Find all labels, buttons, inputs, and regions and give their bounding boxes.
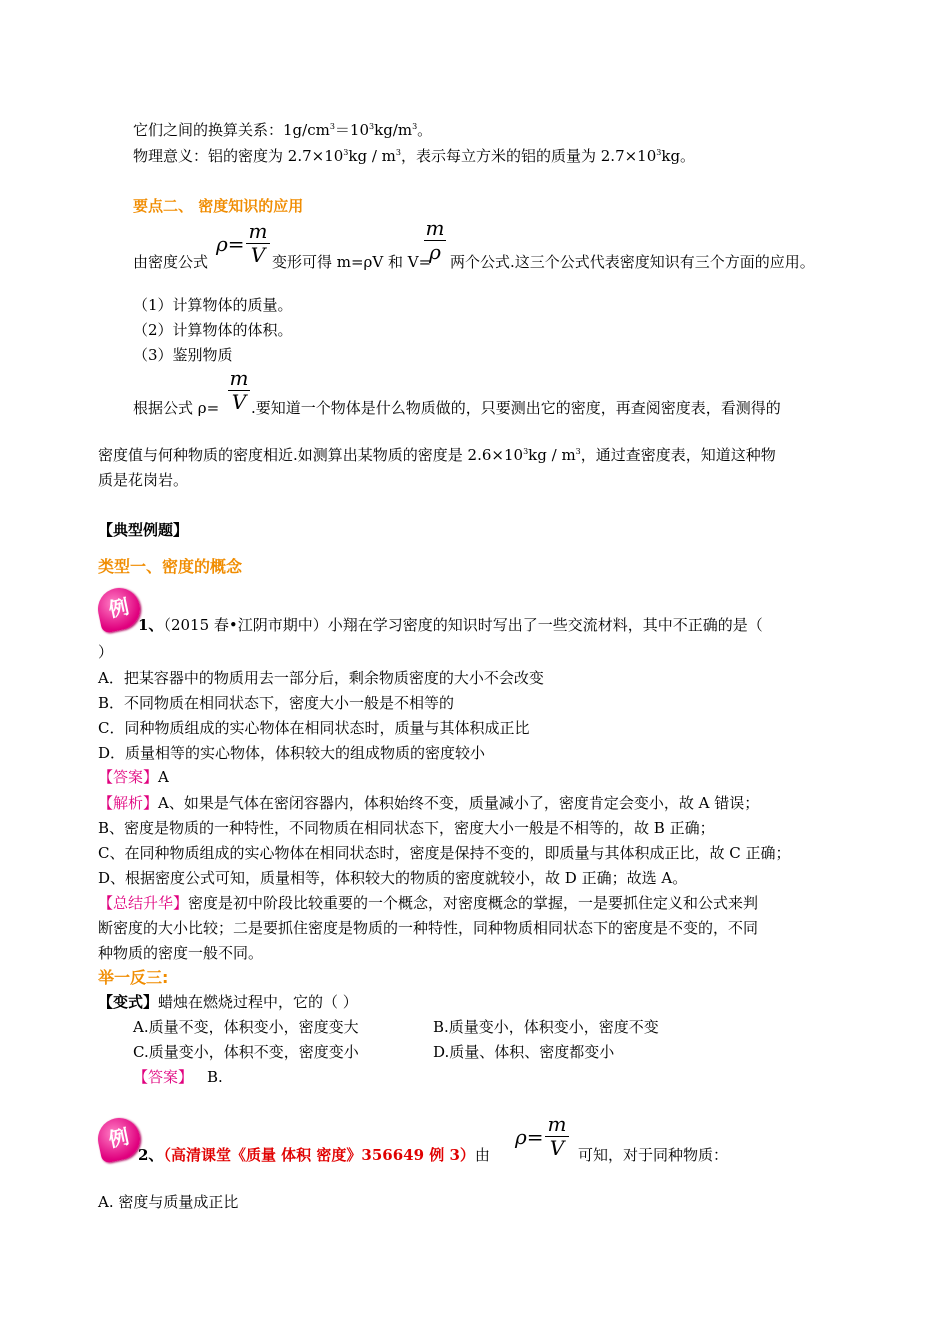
question-text: 由 bbox=[474, 1146, 490, 1164]
analysis-line: B、密度是物质的一种特性，不同物质在相同状态下，密度大小一般是不相等的，故 B 正确； bbox=[98, 819, 715, 837]
rho-symbol: ρ= bbox=[515, 1125, 544, 1149]
summary-text: 密度是初中阶段比较重要的一个概念，对密度概念的掌握，一是要抓住定义和公式来判 bbox=[188, 894, 759, 912]
formula-prefix: 由密度公式 bbox=[133, 253, 209, 271]
sup: 3 bbox=[329, 122, 335, 131]
meaning-text: kg / m bbox=[348, 147, 396, 165]
conversion-text: kg/m bbox=[374, 121, 413, 139]
point2-heading: 要点二、 密度知识的应用 bbox=[133, 197, 304, 215]
formula-end: 两个公式.这三个公式代表密度知识有三个方面的应用。 bbox=[450, 253, 815, 271]
rho-symbol: ρ= bbox=[216, 232, 245, 256]
summary-line: 断密度的大小比较；二是要抓住密度是物质的一种特性，同种物质相同状态下的密度是不变的，不同 bbox=[98, 919, 759, 937]
volume-symbol: V bbox=[250, 243, 266, 267]
identify-text: ，通过查密度表，知道这种物 bbox=[580, 446, 776, 464]
meaning-text: kg。 bbox=[661, 147, 696, 165]
sup: 3 bbox=[343, 148, 349, 157]
option-c: C．同种物质组成的实心物体在相同状态时，质量与其体积成正比 bbox=[98, 719, 530, 737]
conversion-text: 它们之间的换算关系：1g/cm bbox=[133, 121, 330, 139]
rho-symbol: ρ bbox=[429, 240, 441, 264]
sup: 3 bbox=[395, 148, 401, 157]
summary-line: 种物质的密度一般不同。 bbox=[98, 944, 264, 962]
analysis-text: A、如果是气体在密闭容器内，体积始终不变，质量减小了，密度肯定会变小，故 A 错误； bbox=[158, 794, 760, 812]
question-text: （2015 春•江阴市期中）小翔在学习密度的知识时写出了一些交流材料，其中不正确的是（ bbox=[163, 616, 763, 634]
example-badge: 例 bbox=[94, 1114, 144, 1164]
variant-question bbox=[98, 992, 358, 1012]
sup: 3 bbox=[656, 148, 662, 157]
identify-line2 bbox=[98, 445, 776, 465]
identify-text: kg / m bbox=[528, 446, 576, 464]
type1-heading: 类型一、密度的概念 bbox=[98, 557, 243, 576]
answer-label: 【答案】 bbox=[98, 768, 159, 786]
identify-end: .要知道一个物体是什么物质做的，只要测出它的密度，再查阅密度表，看测得的 bbox=[251, 399, 781, 417]
answer-value: A bbox=[158, 768, 169, 786]
conversion-text: ＝10 bbox=[334, 121, 370, 139]
variant-option-d: D.质量、体积、密度都变小 bbox=[433, 1043, 615, 1061]
physical-meaning-line bbox=[133, 146, 695, 166]
sup: 3 bbox=[369, 122, 375, 131]
variant-option-c: C.质量变小，体积不变，密度变小 bbox=[133, 1043, 359, 1061]
summary-line bbox=[98, 893, 758, 913]
sup: 3 bbox=[523, 447, 529, 456]
conversion-line bbox=[133, 120, 432, 140]
meaning-text: ，表示每立方米的铝的质量为 2.7×10 bbox=[400, 147, 657, 165]
example1-question-end: ） bbox=[98, 643, 114, 661]
example2-option-a: A. 密度与质量成正比 bbox=[98, 1193, 239, 1211]
formula-mid: 变形可得 m=ρV 和 V= bbox=[272, 253, 432, 271]
variant-answer bbox=[133, 1067, 223, 1087]
density-fraction bbox=[246, 220, 270, 266]
variant-option-b: B.质量变小，体积变小，密度不变 bbox=[433, 1018, 659, 1036]
mass-symbol: m bbox=[547, 1112, 567, 1136]
mass-symbol: m bbox=[248, 219, 268, 243]
sup: 3 bbox=[575, 447, 581, 456]
identify-text: 密度值与何种物质的密度相近.如测算出某物质的密度是 2.6×10 bbox=[98, 446, 524, 464]
variant-option-a: A.质量不变，体积变小，密度变大 bbox=[133, 1018, 359, 1036]
volume-fraction bbox=[424, 217, 446, 263]
identify-prefix: 根据公式 ρ= bbox=[133, 399, 220, 417]
conversion-text: 。 bbox=[417, 121, 433, 139]
volume-symbol: V bbox=[231, 390, 247, 414]
example2-question-end: 可知，对于同种物质： bbox=[578, 1146, 729, 1164]
example1-question bbox=[138, 615, 763, 635]
list-item: （3）鉴别物质 bbox=[133, 346, 233, 364]
variant-heading: 举一反三: bbox=[98, 968, 169, 987]
example2-question bbox=[138, 1145, 490, 1165]
list-item: （1）计算物体的质量。 bbox=[133, 296, 293, 314]
example-number: 1、 bbox=[138, 616, 164, 634]
identify-fraction bbox=[228, 367, 250, 413]
volume-symbol: V bbox=[549, 1136, 565, 1160]
list-item: （2）计算物体的体积。 bbox=[133, 321, 293, 339]
summary-label: 【总结升华】 bbox=[98, 894, 189, 912]
answer-line bbox=[98, 767, 169, 787]
analysis-line: D、根据密度公式可知，质量相等，体积较大的物质的密度就较小，故 D 正确；故选 A。 bbox=[98, 869, 688, 887]
meaning-text: 物理意义：铝的密度为 2.7×10 bbox=[133, 147, 344, 165]
analysis-label: 【解析】 bbox=[98, 794, 159, 812]
sup: 3 bbox=[412, 122, 418, 131]
source-text: （高清课堂《质量 体积 密度》356649 例 3） bbox=[163, 1146, 475, 1164]
answer-label: 【答案】 bbox=[133, 1068, 194, 1086]
mass-symbol: m bbox=[229, 366, 249, 390]
variant-text: 蜡烛在燃烧过程中，它的（ ） bbox=[158, 993, 358, 1011]
density-fraction bbox=[545, 1113, 569, 1159]
identify-line3: 质是花岗岩。 bbox=[98, 471, 189, 489]
variant-label: 【变式】 bbox=[98, 993, 159, 1011]
example-badge: 例 bbox=[94, 584, 144, 634]
option-b: B．不同物质在相同状态下，密度大小一般是不相等的 bbox=[98, 694, 455, 712]
examples-heading: 【典型例题】 bbox=[98, 521, 189, 539]
option-d: D．质量相等的实心物体，体积较大的组成物质的密度较小 bbox=[98, 744, 486, 762]
answer-value: B. bbox=[207, 1068, 223, 1086]
analysis-line: C、在同种物质组成的实心物体在相同状态时，密度是保持不变的，即质量与其体积成正比，故 C 正确； bbox=[98, 844, 791, 862]
option-a: A．把某容器中的物质用去一部分后，剩余物质密度的大小不会改变 bbox=[98, 669, 544, 687]
analysis-line bbox=[98, 793, 759, 813]
mass-symbol: m bbox=[425, 216, 445, 240]
example-number: 2、 bbox=[138, 1146, 164, 1164]
